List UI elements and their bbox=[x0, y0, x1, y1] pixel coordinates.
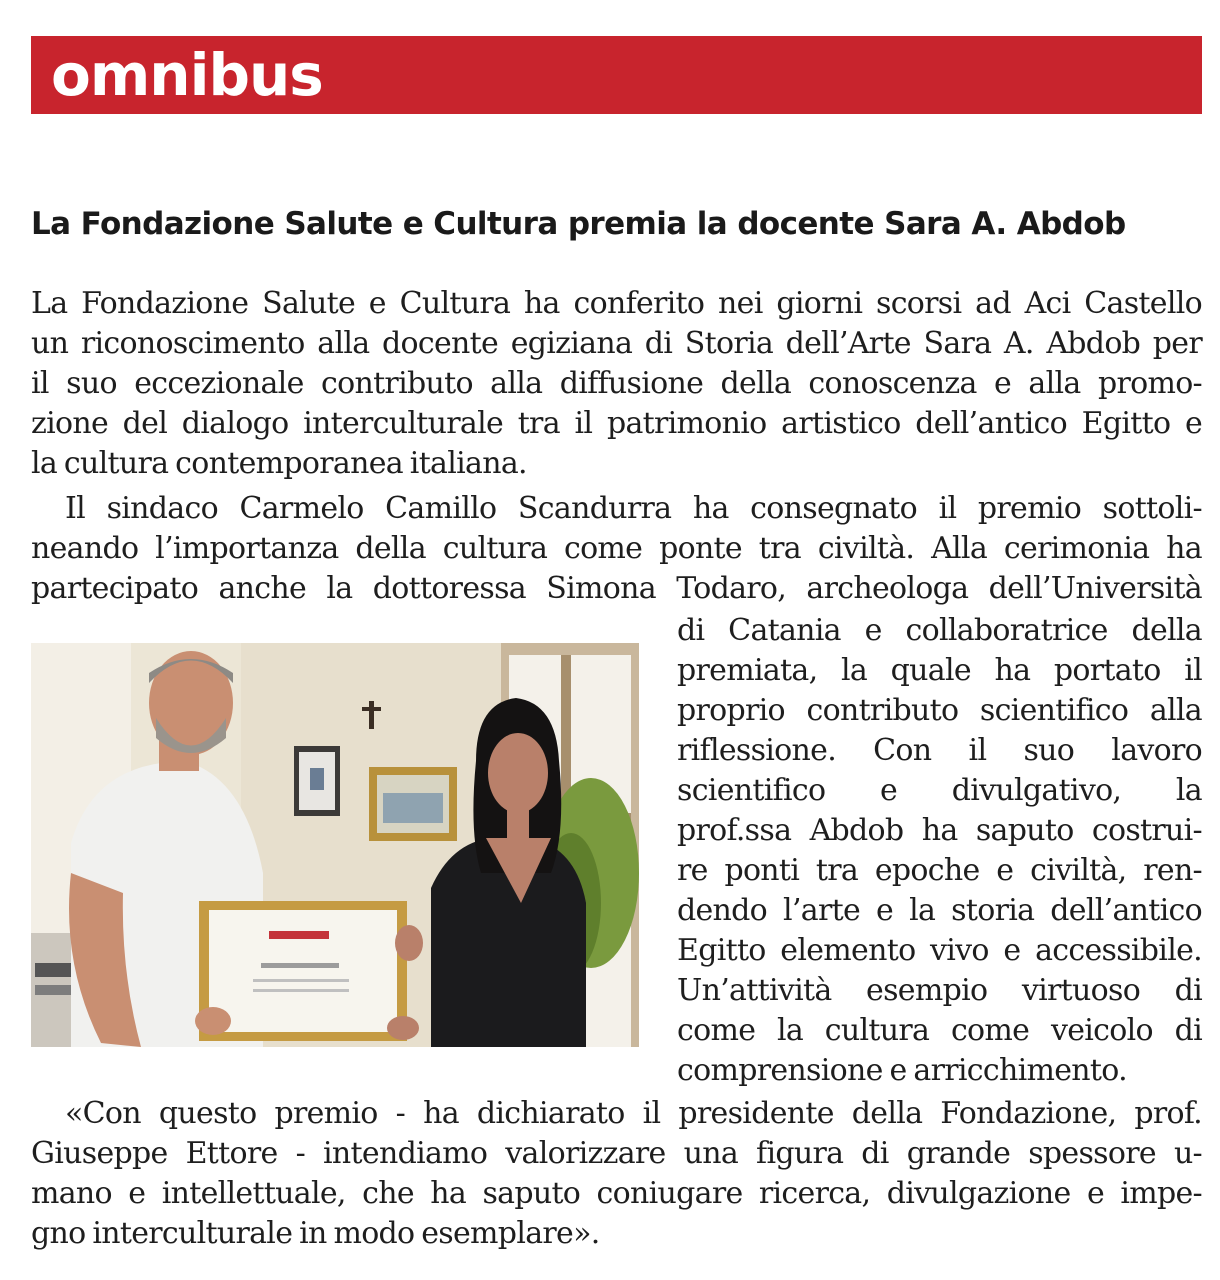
body-line: il suo eccezionale contributo alla diffusione della conoscenza e alla promo- bbox=[31, 366, 1202, 401]
body-line: gno interculturale in modo esemplare». bbox=[31, 1216, 600, 1251]
body-line: zione del dialogo interculturale tra il patrimonio artistico dell’antico Egitto e bbox=[31, 406, 1202, 441]
body-line: come la cultura come veicolo di bbox=[677, 1013, 1202, 1048]
body-line: comprensione e arricchimento. bbox=[677, 1053, 1127, 1088]
section-title: omnibus bbox=[51, 41, 323, 109]
body-line: premiata, la quale ha portato il bbox=[677, 653, 1202, 688]
body-line: La Fondazione Salute e Cultura ha conferito nei giorni scorsi ad Aci Castello bbox=[31, 286, 1202, 321]
body-line: proprio contributo scientifico alla bbox=[677, 693, 1202, 728]
body-line: mano e intellettuale, che ha saputo coniugare ricerca, divulgazione e impe- bbox=[31, 1176, 1202, 1211]
award-photo bbox=[31, 643, 639, 1047]
section-banner bbox=[31, 36, 1202, 114]
body-line: Un’attività esempio virtuoso di bbox=[677, 973, 1202, 1008]
body-line: un riconoscimento alla docente egiziana di Storia dell’Arte Sara A. Abdob per bbox=[31, 326, 1202, 361]
article-headline: La Fondazione Salute e Cultura premia la docente Sara A. Abdob bbox=[31, 206, 1126, 242]
body-line: la cultura contemporanea italiana. bbox=[31, 446, 527, 481]
body-line: prof.ssa Abdob ha saputo costrui- bbox=[677, 813, 1202, 848]
body-line: partecipato anche la dottoressa Simona Todaro, archeologa dell’Università bbox=[31, 571, 1202, 606]
body-line: riflessione. Con il suo lavoro bbox=[677, 733, 1202, 768]
body-line: scientifico e divulgativo, la bbox=[677, 773, 1202, 808]
body-line: di Catania e collaboratrice della bbox=[677, 613, 1202, 648]
body-line: Giuseppe Ettore - intendiamo valorizzare una figura di grande spessore u- bbox=[31, 1136, 1202, 1171]
body-line: neando l’importanza della cultura come ponte tra civiltà. Alla cerimonia ha bbox=[31, 531, 1202, 566]
body-line: Egitto elemento vivo e accessibile. bbox=[677, 933, 1202, 968]
body-line: re ponti tra epoche e civiltà, ren- bbox=[677, 853, 1202, 888]
body-line: «Con questo premio - ha dichiarato il presidente della Fondazione, prof. bbox=[65, 1096, 1202, 1131]
body-line: Il sindaco Carmelo Camillo Scandurra ha consegnato il premio sottoli- bbox=[65, 491, 1202, 526]
body-line: dendo l’arte e la storia dell’antico bbox=[677, 893, 1202, 928]
